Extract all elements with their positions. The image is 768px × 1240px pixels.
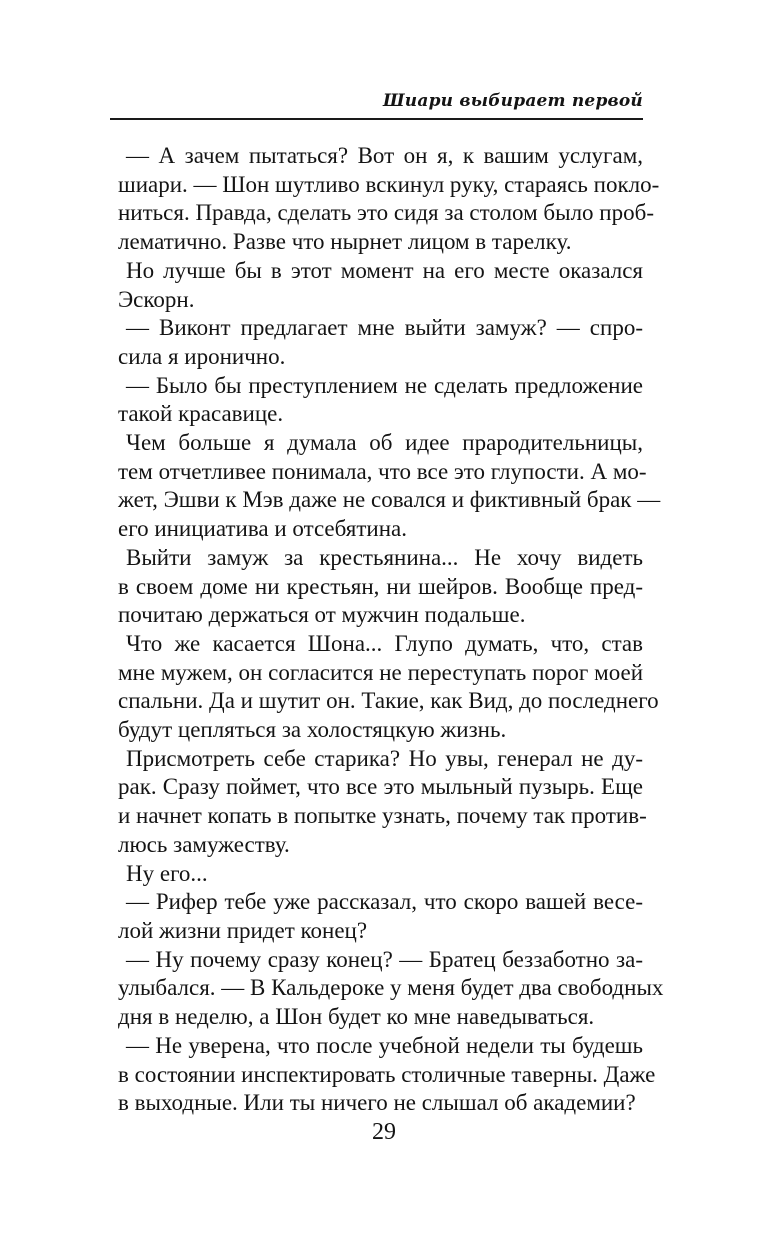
text-line: лематично. Разве что нырнет лицом в тарелку. [118,229,572,255]
text-line: — Было бы преступлением не сделать предложение [126,372,643,398]
text-line: шиари. — Шон шутливо вскинул руку, стараясь покло- [118,171,660,197]
paragraph [110,372,643,429]
text-line: его инициатива и отсебятина. [118,516,407,542]
text-line: люсь замужеству. [118,831,290,857]
text-line: Присмотреть себе старика? Но увы, генерал не ду- [126,745,643,771]
text-line: тем отчетливее понимала, что все это глупости. А мо- [118,458,647,484]
text-line: будут цепляться за холостяцкую жизнь. [118,717,507,743]
text-line: в выходные. Или ты ничего не слышал об академии? [118,1090,636,1116]
paragraph [110,630,659,745]
paragraph [110,860,643,889]
text-line: Эскорн. [118,286,195,312]
text-line: Выйти замуж за крестьянина... Не хочу видеть [126,544,643,570]
paragraph [110,544,643,630]
text-line: Что же касается Шона... Глупо думать, что, став [126,630,643,656]
text-line: в состоянии инспектировать столичные таверны. Даже [118,1061,656,1087]
paragraph [110,142,660,257]
text-line: — Рифер тебе уже рассказал, что скоро вашей весе- [126,889,643,915]
body-text [110,142,664,1118]
text-line: и начнет копать в попытке узнать, почему так против- [118,803,647,829]
paragraph [110,314,643,371]
running-head: Шиари выбирает первой [383,91,643,111]
text-line: сила я иронично. [118,343,286,369]
paragraph [110,745,647,860]
paragraph [110,1032,656,1118]
text-line: почитаю держаться от мужчин подальше. [118,602,526,628]
text-line: рак. Сразу поймет, что все это мыльный пузырь. Еще [118,774,643,800]
paragraph [110,946,664,1032]
text-line: жет, Эшви к Мэв даже не совался и фиктивный брак — [118,487,661,513]
paragraph [110,257,643,314]
text-line: спальни. Да и шутит он. Такие, как Вид, до последнего [118,688,659,714]
text-line: — Не уверена, что после учебной недели ты будешь [126,1032,643,1058]
page-number: 29 [372,1119,396,1145]
text-line: — Виконт предлагает мне выйти замуж? — спро- [126,315,643,341]
text-line: улыбался. — В Кальдероке у меня будет два свободных [118,975,664,1001]
text-line: Чем больше я думала об идее прародительницы, [126,430,643,456]
text-line: в своем доме ни крестьян, ни шейров. Вообще пред- [118,573,643,599]
text-line: Но лучше бы в этот момент на его месте оказался [126,257,643,283]
paragraph [110,888,643,945]
text-line: — А зачем пытаться? Вот он я, к вашим услугам, [126,143,643,168]
text-line: дня в неделю, а Шон будет ко мне наведываться. [118,1004,595,1030]
text-line: лой жизни придет конец? [118,917,368,943]
paragraph [110,429,661,544]
text-line: такой красавице. [118,401,284,427]
header-rule [110,118,643,120]
text-line: Ну его... [126,860,208,886]
text-line: мне мужем, он согласится не переступать порог моей [118,659,643,685]
text-line: — Ну почему сразу конец? — Братец беззаботно за- [126,946,643,972]
text-line: ниться. Правда, сделать это сидя за столом было проб- [118,200,654,226]
